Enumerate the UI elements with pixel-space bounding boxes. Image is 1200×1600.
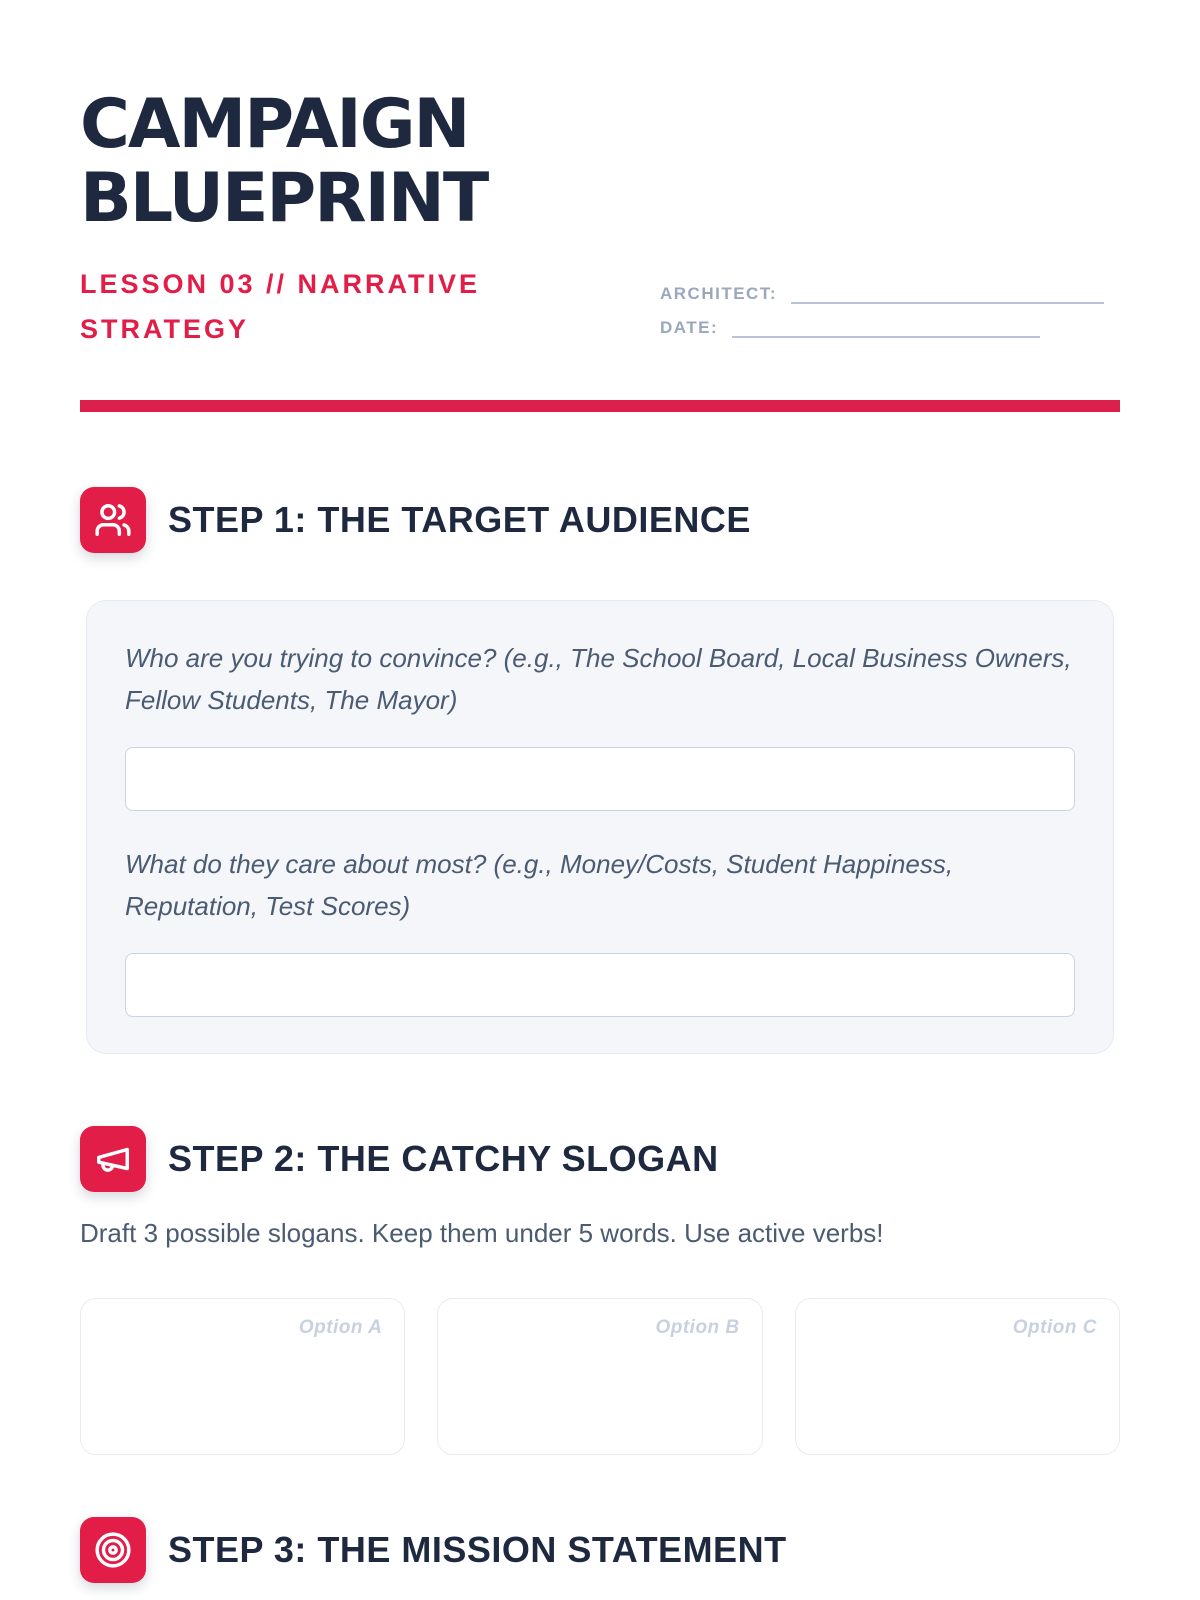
architect-write-line[interactable] [791,286,1104,304]
slogan-option-c-box[interactable] [795,1298,1120,1455]
signature-block [660,284,1120,352]
header [80,85,1120,352]
target-icon [80,1517,146,1583]
cares-answer-input[interactable] [125,953,1075,1017]
users-icon [80,487,146,553]
step-1-panel [86,600,1114,1054]
step-1-title: STEP 1: THE TARGET AUDIENCE [168,499,751,540]
step-1-header [80,487,1120,553]
step-2-title: STEP 2: THE CATCHY SLOGAN [168,1138,719,1179]
step-1-section [80,487,1120,1054]
step-2-header [80,1126,1120,1192]
cares-question-prompt: What do they care about most? (e.g., Money/Costs, Student Happiness, Reputation, Test Scores) [125,849,954,921]
slogan-option-a-label: Option A [298,1317,383,1338]
slogan-option-b-box[interactable] [437,1298,762,1455]
architect-label: ARCHITECT: [660,284,777,303]
step-2-section [80,1126,1120,1455]
audience-question-prompt: Who are you trying to convince? (e.g., The School Board, Local Business Owners, Fellow Students, The Mayor) [125,643,1072,715]
architect-row [660,284,1120,304]
step-3-header [80,1517,1120,1583]
accent-divider [80,400,1120,412]
step-3-title: STEP 3: THE MISSION STATEMENT [168,1529,787,1570]
lesson-subtitle: LESSON 03 // NARRATIVE STRATEGY [80,269,481,344]
date-row [660,318,1120,338]
date-write-line[interactable] [732,320,1040,338]
page-title-line-2: BLUEPRINT [80,159,488,238]
megaphone-icon [80,1126,146,1192]
page-title-line-1: CAMPAIGN [80,85,469,164]
slogan-option-b-label: Option B [655,1317,740,1338]
slogan-options-row [80,1298,1120,1455]
slogan-instruction: Draft 3 possible slogans. Keep them under 5 words. Use active verbs! [80,1218,884,1248]
slogan-option-a-box[interactable] [80,1298,405,1455]
page-title [80,85,1120,238]
audience-answer-input[interactable] [125,747,1075,811]
slogan-option-c-label: Option C [1012,1317,1097,1338]
step-3-section [80,1517,1120,1583]
date-label: DATE: [660,318,719,337]
